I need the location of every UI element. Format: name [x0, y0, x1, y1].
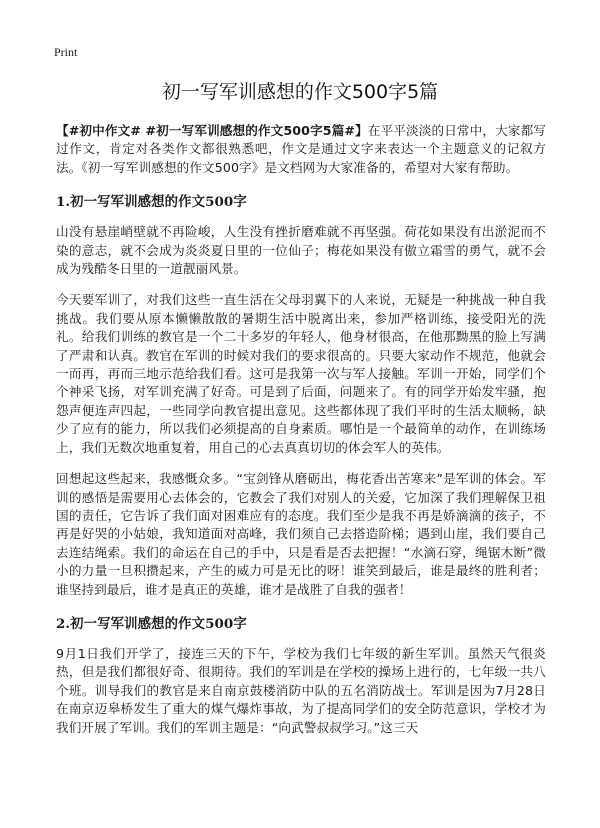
- page-title: 初一写军训感想的作文500字5篇: [161, 81, 439, 103]
- section-1-paragraph-3: 回想起这些起来，我感慨众多。“宝剑锋从磨砺出，梅花香出苦寒来”是军训的体会。军训的感悟是需要用心去体会的，它教会了我们对别人的关爱，它加深了我们理解保卫祖国的责任，它告诉了我们面对困难应有的态度。我们至少是我不再是娇滴滴的孩子，不再是好哭的小姑娘，我知道面对高峰，我们须自己去搭造阶梯；遇到山崖，我们要自己去连结绳索。我们的命运在自己的手中，只是看是否去把握！“水滴石穿，绳锯木断”微小的力量一旦积攒起来，产生的威力可是无比的呀！谁笑到最后，谁是最终的胜利者；谁坚持到最后，谁才是真正的英雄，谁才是战胜了自我的强者！: [56, 471, 546, 597]
- article-body: [56, 122, 546, 750]
- intro-tags: 【#初中作文# #初一写军训感想的作文500字5篇#】: [56, 123, 368, 138]
- section-1-paragraph-2: 今天要军训了，对我们这些一直生活在父母羽翼下的人来说，无疑是一种挑战一种自我挑战。我们要从原本懒懒散散的暑期生活中脱离出来，参加严格训练，接受阳光的洗礼。给我们训练的教官是一个二十多岁的年轻人，他身材很高，在他那黝黑的脸上写满了严肃和认真。教官在军训的时候对我们的要求很高的。只要大家动作不规范，他就会一而再，再而三地示范给我们看。这可是我第一次与军人接触。军训一开始，同学们个个神采飞扬，对军训充满了好奇。可是到了后面，问题来了。有的同学开始发牢骚，抱怨声便连声四起，一些同学向教官提出意见。这些都体现了我们平时的生活太顺畅，缺少了应有的能力，所以我们必须提高的自身素质。哪怕是一个最简单的动作，在训练场上，我们无数次地重复着，用自己的心去真真切切的体会军人的英伟。: [56, 292, 546, 455]
- print-link[interactable]: Print: [54, 45, 78, 59]
- intro-paragraph: [56, 122, 546, 177]
- section-2-paragraph-1: 9月1日我们开学了，接连三天的下午，学校为我们七年级的新生军训。虽然天气很炎热，但是我们都很好奇、很期待。我们的军训是在学校的操场上进行的，七年级一共八个班。训导我们的教官是来自南京鼓楼消防中队的五名消防战士。军训是因为7月28日在南京迈皋桥发生了重大的煤气爆炸事故，为了提高同学们的安全防范意识，学校才为我们开展了军训。我们的军训主题是：“向武警叔叔学习。”这三天: [56, 645, 546, 735]
- section-1-paragraph-1: 山没有悬崖峭壁就不再险峻，人生没有挫折磨难就不再坚强。荷花如果没有出淤泥而不染的意志，就不会成为炎炎夏日里的一位仙子；梅花如果没有傲立霜雪的勇气，就不会成为残酷冬日里的一道靓丽风景。: [56, 224, 546, 277]
- intro-text: 在平平淡淡的日常中，大家都写过作文，肯定对各类作文都很熟悉吧，作文是通过文字来表达一个主题意义的记叙方法。《初一写军训感想的作文500字》是文档网为大家准备的，希望对大家有帮助。: [56, 123, 546, 175]
- section-heading-1: 1.初一写军训感想的作文500字: [56, 194, 247, 211]
- section-heading-2: 2.初一写军训感想的作文500字: [56, 615, 247, 632]
